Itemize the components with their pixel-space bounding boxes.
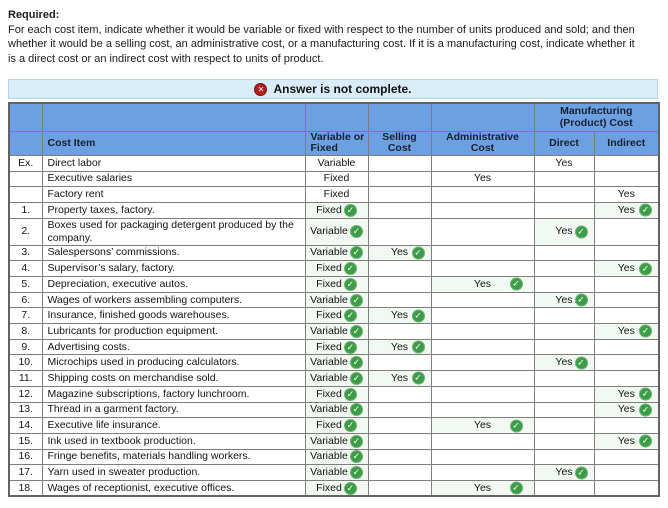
cost-item-cell: Factory rent (42, 187, 305, 203)
cell-value: Variable (310, 324, 348, 337)
table-row (9, 339, 659, 355)
table-row (9, 155, 659, 171)
cell-value: Yes (390, 246, 409, 259)
variable-fixed-cell[interactable] (305, 308, 368, 324)
cost-item-cell: Property taxes, factory. (42, 202, 305, 218)
administrative-cost-cell[interactable] (431, 245, 534, 261)
indirect-cost-cell[interactable] (594, 202, 659, 218)
cell-value: Yes (555, 156, 573, 169)
check-icon: ✓ (344, 278, 357, 291)
table-row (9, 355, 659, 371)
cell-value: Fixed (316, 340, 342, 353)
table-row (9, 433, 659, 449)
indirect-cost-cell[interactable] (594, 324, 659, 340)
cost-item-cell: Depreciation, executive autos. (42, 277, 305, 293)
direct-cost-cell[interactable] (534, 245, 594, 261)
cell-value: Fixed (316, 419, 342, 432)
cell-value: Yes (555, 466, 573, 479)
check-icon: ✓ (412, 372, 425, 385)
check-icon: ✓ (510, 278, 523, 291)
selling-cost-cell[interactable] (368, 433, 431, 449)
direct-cost-cell[interactable] (534, 433, 594, 449)
selling-cost-cell[interactable] (368, 465, 431, 481)
indirect-cost-cell[interactable] (594, 308, 659, 324)
cell-value: Yes (617, 262, 635, 275)
table-row (9, 449, 659, 465)
table-row (9, 202, 659, 218)
variable-fixed-cell[interactable] (305, 202, 368, 218)
administrative-cost-cell[interactable] (431, 355, 534, 371)
selling-cost-cell (368, 171, 431, 187)
indirect-cost-cell[interactable] (594, 402, 659, 418)
check-icon: ✓ (350, 246, 363, 259)
x-circle-icon: ✕ (254, 83, 267, 96)
row-number-cell: 9. (9, 339, 42, 355)
check-icon: ✓ (575, 356, 588, 369)
check-icon: ✓ (350, 325, 363, 338)
variable-fixed-cell[interactable] (305, 433, 368, 449)
administrative-cost-cell[interactable] (431, 465, 534, 481)
row-number-cell: Ex. (9, 155, 42, 171)
cell-value: Fixed (316, 262, 342, 275)
selling-cost-cell[interactable] (368, 292, 431, 308)
table-row (9, 371, 659, 387)
banner-text: Answer is not complete. (273, 82, 412, 97)
row-number-cell: 1. (9, 202, 42, 218)
direct-cost-cell[interactable] (534, 308, 594, 324)
header-blank (431, 103, 534, 131)
indirect-cost-cell[interactable] (594, 218, 659, 245)
table-header (9, 103, 659, 155)
check-icon: ✓ (510, 419, 523, 432)
table-body (9, 155, 659, 496)
cell-value: Variable (317, 156, 356, 169)
variable-fixed-cell[interactable] (305, 465, 368, 481)
cell-value: Variable (310, 225, 348, 238)
cell-value: Yes (473, 172, 492, 185)
indirect-cost-cell[interactable] (594, 245, 659, 261)
indirect-cost-cell[interactable] (594, 386, 659, 402)
row-number-cell: 18. (9, 480, 42, 496)
indirect-cost-cell (594, 171, 659, 187)
header-direct: Direct (534, 131, 594, 155)
row-number-cell: 15. (9, 433, 42, 449)
direct-cost-cell[interactable] (534, 339, 594, 355)
cost-item-cell: Fringe benefits, materials handling workers. (42, 449, 305, 465)
selling-cost-cell[interactable] (368, 386, 431, 402)
indirect-cost-cell[interactable] (594, 292, 659, 308)
cost-item-cell: Executive salaries (42, 171, 305, 187)
check-icon: ✓ (412, 246, 425, 259)
check-icon: ✓ (639, 325, 652, 338)
indirect-cost-cell[interactable] (594, 449, 659, 465)
row-number-cell: 6. (9, 292, 42, 308)
check-icon: ✓ (350, 450, 363, 463)
variable-fixed-cell[interactable] (305, 324, 368, 340)
variable-fixed-cell[interactable] (305, 245, 368, 261)
check-icon: ✓ (344, 482, 357, 495)
direct-cost-cell[interactable] (534, 218, 594, 245)
required-text: For each cost item, indicate whether it would be variable or fixed with respect to the number of units produced and sold; and then whether it would be a selling cost, an administrative cost, or a manufacturing cost. If it is a manufacturing cost, indicate whether it is a direct cost or an indirect cost with respect to units of product. (8, 23, 635, 65)
row-number-cell: 7. (9, 308, 42, 324)
row-number-cell: 14. (9, 418, 42, 434)
cell-value: Variable (310, 293, 348, 306)
selling-cost-cell[interactable] (368, 339, 431, 355)
cell-value: Variable (310, 371, 348, 384)
table-row (9, 277, 659, 293)
administrative-cost-cell[interactable] (431, 386, 534, 402)
indirect-cost-cell[interactable] (594, 480, 659, 496)
administrative-cost-cell[interactable] (431, 480, 534, 496)
table-row (9, 402, 659, 418)
check-icon: ✓ (350, 356, 363, 369)
cell-value: Fixed (316, 481, 342, 494)
direct-cost-cell[interactable] (534, 261, 594, 277)
header-manufacturing-group: Manufacturing (Product) Cost (534, 103, 659, 131)
cell-value: Yes (473, 277, 492, 290)
cell-value: Yes (473, 419, 492, 432)
header-blank (9, 131, 42, 155)
check-icon: ✓ (350, 372, 363, 385)
row-number-cell (9, 171, 42, 187)
selling-cost-cell[interactable] (368, 371, 431, 387)
cell-value: Yes (617, 188, 635, 201)
selling-cost-cell[interactable] (368, 355, 431, 371)
direct-cost-cell (534, 187, 594, 203)
administrative-cost-cell[interactable] (431, 402, 534, 418)
cost-item-cell: Microchips used in producing calculators. (42, 355, 305, 371)
administrative-cost-cell[interactable] (431, 277, 534, 293)
administrative-cost-cell[interactable] (431, 339, 534, 355)
indirect-cost-cell[interactable] (594, 355, 659, 371)
variable-fixed-cell[interactable] (305, 292, 368, 308)
cell-value: Yes (617, 387, 635, 400)
cell-value: Variable (310, 466, 348, 479)
direct-cost-cell[interactable] (534, 465, 594, 481)
check-icon: ✓ (639, 388, 652, 401)
direct-cost-cell[interactable] (534, 418, 594, 434)
header-blank (368, 103, 431, 131)
indirect-cost-cell (594, 187, 659, 203)
table-row (9, 292, 659, 308)
header-blank (305, 103, 368, 131)
check-icon: ✓ (510, 482, 523, 495)
row-number-cell: 4. (9, 261, 42, 277)
cell-value: Variable (310, 356, 348, 369)
variable-fixed-cell[interactable] (305, 218, 368, 245)
direct-cost-cell[interactable] (534, 386, 594, 402)
variable-fixed-cell[interactable] (305, 339, 368, 355)
variable-fixed-cell[interactable] (305, 418, 368, 434)
cell-value: Variable (310, 450, 348, 463)
header-cost-item: Cost Item (42, 131, 305, 155)
header-row (9, 131, 659, 155)
cell-value: Yes (555, 225, 573, 238)
header-selling-cost: Selling Cost (368, 131, 431, 155)
direct-cost-cell[interactable] (534, 202, 594, 218)
administrative-cost-cell[interactable] (431, 418, 534, 434)
cost-item-cell: Lubricants for production equipment. (42, 324, 305, 340)
selling-cost-cell[interactable] (368, 202, 431, 218)
header-group-row (9, 103, 659, 131)
cost-item-cell: Wages of receptionist, executive offices. (42, 480, 305, 496)
row-number-cell (9, 187, 42, 203)
selling-cost-cell[interactable] (368, 308, 431, 324)
table-row (9, 218, 659, 245)
row-number-cell: 16. (9, 449, 42, 465)
cost-item-cell: Ink used in textbook production. (42, 433, 305, 449)
table-row (9, 324, 659, 340)
selling-cost-cell[interactable] (368, 449, 431, 465)
selling-cost-cell[interactable] (368, 218, 431, 245)
row-number-cell: 2. (9, 218, 42, 245)
table-row (9, 465, 659, 481)
cost-item-cell: Salespersons’ commissions. (42, 245, 305, 261)
row-number-cell: 12. (9, 386, 42, 402)
cost-item-cell: Boxes used for packaging detergent produced by the company. (42, 218, 305, 245)
administrative-cost-cell[interactable] (431, 371, 534, 387)
indirect-cost-cell (594, 155, 659, 171)
variable-fixed-cell[interactable] (305, 261, 368, 277)
cell-value: Yes (617, 403, 635, 416)
row-number-cell: 10. (9, 355, 42, 371)
selling-cost-cell (368, 187, 431, 203)
check-icon: ✓ (344, 204, 357, 217)
cell-value: Fixed (316, 203, 342, 216)
variable-fixed-cell (305, 171, 368, 187)
required-label: Required: (8, 9, 60, 21)
indirect-cost-cell[interactable] (594, 418, 659, 434)
variable-fixed-cell[interactable] (305, 277, 368, 293)
cell-value: Yes (617, 203, 635, 216)
selling-cost-cell[interactable] (368, 245, 431, 261)
answer-status-banner (8, 79, 658, 99)
check-icon: ✓ (412, 309, 425, 322)
indirect-cost-cell[interactable] (594, 261, 659, 277)
row-number-cell: 3. (9, 245, 42, 261)
selling-cost-cell[interactable] (368, 418, 431, 434)
cost-item-cell: Wages of workers assembling computers. (42, 292, 305, 308)
header-indirect: Indirect (594, 131, 659, 155)
direct-cost-cell (534, 155, 594, 171)
header-blank (42, 103, 305, 131)
administrative-cost-cell (431, 155, 534, 171)
check-icon: ✓ (575, 225, 588, 238)
check-icon: ✓ (344, 388, 357, 401)
table-row (9, 187, 659, 203)
indirect-cost-cell[interactable] (594, 277, 659, 293)
check-icon: ✓ (412, 341, 425, 354)
check-icon: ✓ (575, 466, 588, 479)
check-icon: ✓ (350, 435, 363, 448)
check-icon: ✓ (639, 204, 652, 217)
row-number-cell: 13. (9, 402, 42, 418)
selling-cost-cell (368, 155, 431, 171)
check-icon: ✓ (639, 435, 652, 448)
row-number-cell: 17. (9, 465, 42, 481)
cost-item-cell: Shipping costs on merchandise sold. (42, 371, 305, 387)
cell-value: Yes (390, 309, 409, 322)
cell-value: Fixed (316, 309, 342, 322)
administrative-cost-cell[interactable] (431, 433, 534, 449)
variable-fixed-cell[interactable] (305, 449, 368, 465)
direct-cost-cell[interactable] (534, 480, 594, 496)
cell-value: Yes (390, 340, 409, 353)
check-icon: ✓ (639, 262, 652, 275)
variable-fixed-cell (305, 187, 368, 203)
administrative-cost-cell[interactable] (431, 308, 534, 324)
table-row (9, 480, 659, 496)
check-icon: ✓ (350, 294, 363, 307)
administrative-cost-cell (431, 171, 534, 187)
check-icon: ✓ (350, 403, 363, 416)
cell-value: Yes (617, 324, 635, 337)
direct-cost-cell (534, 171, 594, 187)
administrative-cost-cell[interactable] (431, 292, 534, 308)
direct-cost-cell[interactable] (534, 355, 594, 371)
variable-fixed-cell[interactable] (305, 355, 368, 371)
cost-item-cell: Magazine subscriptions, factory lunchroom. (42, 386, 305, 402)
cell-value: Variable (310, 246, 348, 259)
check-icon: ✓ (344, 341, 357, 354)
variable-fixed-cell[interactable] (305, 402, 368, 418)
check-icon: ✓ (344, 262, 357, 275)
variable-fixed-cell[interactable] (305, 480, 368, 496)
administrative-cost-cell[interactable] (431, 202, 534, 218)
selling-cost-cell[interactable] (368, 402, 431, 418)
cell-value: Yes (555, 356, 573, 369)
table-row (9, 171, 659, 187)
variable-fixed-cell[interactable] (305, 371, 368, 387)
cell-value: Yes (473, 481, 492, 494)
header-administrative-cost: Administrative Cost (431, 131, 534, 155)
cost-item-cell: Supervisor’s salary, factory. (42, 261, 305, 277)
table-row (9, 308, 659, 324)
table-row (9, 386, 659, 402)
check-icon: ✓ (344, 309, 357, 322)
header-blank (9, 103, 42, 131)
cell-value: Fixed (316, 277, 342, 290)
indirect-cost-cell[interactable] (594, 371, 659, 387)
direct-cost-cell[interactable] (534, 277, 594, 293)
row-number-cell: 11. (9, 371, 42, 387)
cell-value: Variable (310, 403, 348, 416)
cost-item-cell: Executive life insurance. (42, 418, 305, 434)
check-icon: ✓ (350, 225, 363, 238)
table-row (9, 245, 659, 261)
direct-cost-cell[interactable] (534, 371, 594, 387)
administrative-cost-cell (431, 187, 534, 203)
cost-item-cell: Advertising costs. (42, 339, 305, 355)
direct-cost-cell[interactable] (534, 324, 594, 340)
cost-item-cell: Thread in a garment factory. (42, 402, 305, 418)
selling-cost-cell[interactable] (368, 480, 431, 496)
cost-item-cell: Yarn used in sweater production. (42, 465, 305, 481)
cell-value: Yes (555, 293, 573, 306)
cost-item-cell: Insurance, finished goods warehouses. (42, 308, 305, 324)
selling-cost-cell[interactable] (368, 261, 431, 277)
header-variable-or-fixed: Variable or Fixed (305, 131, 368, 155)
administrative-cost-cell[interactable] (431, 449, 534, 465)
table-row (9, 261, 659, 277)
required-section (8, 8, 644, 66)
cell-value: Fixed (323, 172, 350, 185)
check-icon: ✓ (639, 403, 652, 416)
selling-cost-cell[interactable] (368, 324, 431, 340)
cell-value: Yes (617, 434, 635, 447)
direct-cost-cell[interactable] (534, 449, 594, 465)
table-row (9, 418, 659, 434)
administrative-cost-cell[interactable] (431, 261, 534, 277)
cost-item-cell: Direct labor (42, 155, 305, 171)
direct-cost-cell[interactable] (534, 292, 594, 308)
variable-fixed-cell (305, 155, 368, 171)
cell-value: Fixed (316, 387, 342, 400)
row-number-cell: 5. (9, 277, 42, 293)
cell-value: Fixed (323, 188, 350, 201)
selling-cost-cell[interactable] (368, 277, 431, 293)
row-number-cell: 8. (9, 324, 42, 340)
cell-value: Yes (390, 371, 409, 384)
cell-value: Variable (310, 434, 348, 447)
indirect-cost-cell[interactable] (594, 433, 659, 449)
administrative-cost-cell[interactable] (431, 324, 534, 340)
indirect-cost-cell[interactable] (594, 339, 659, 355)
indirect-cost-cell[interactable] (594, 465, 659, 481)
variable-fixed-cell[interactable] (305, 386, 368, 402)
check-icon: ✓ (575, 294, 588, 307)
check-icon: ✓ (344, 419, 357, 432)
check-icon: ✓ (350, 466, 363, 479)
direct-cost-cell[interactable] (534, 402, 594, 418)
administrative-cost-cell[interactable] (431, 218, 534, 245)
cost-classification-table (8, 102, 660, 497)
